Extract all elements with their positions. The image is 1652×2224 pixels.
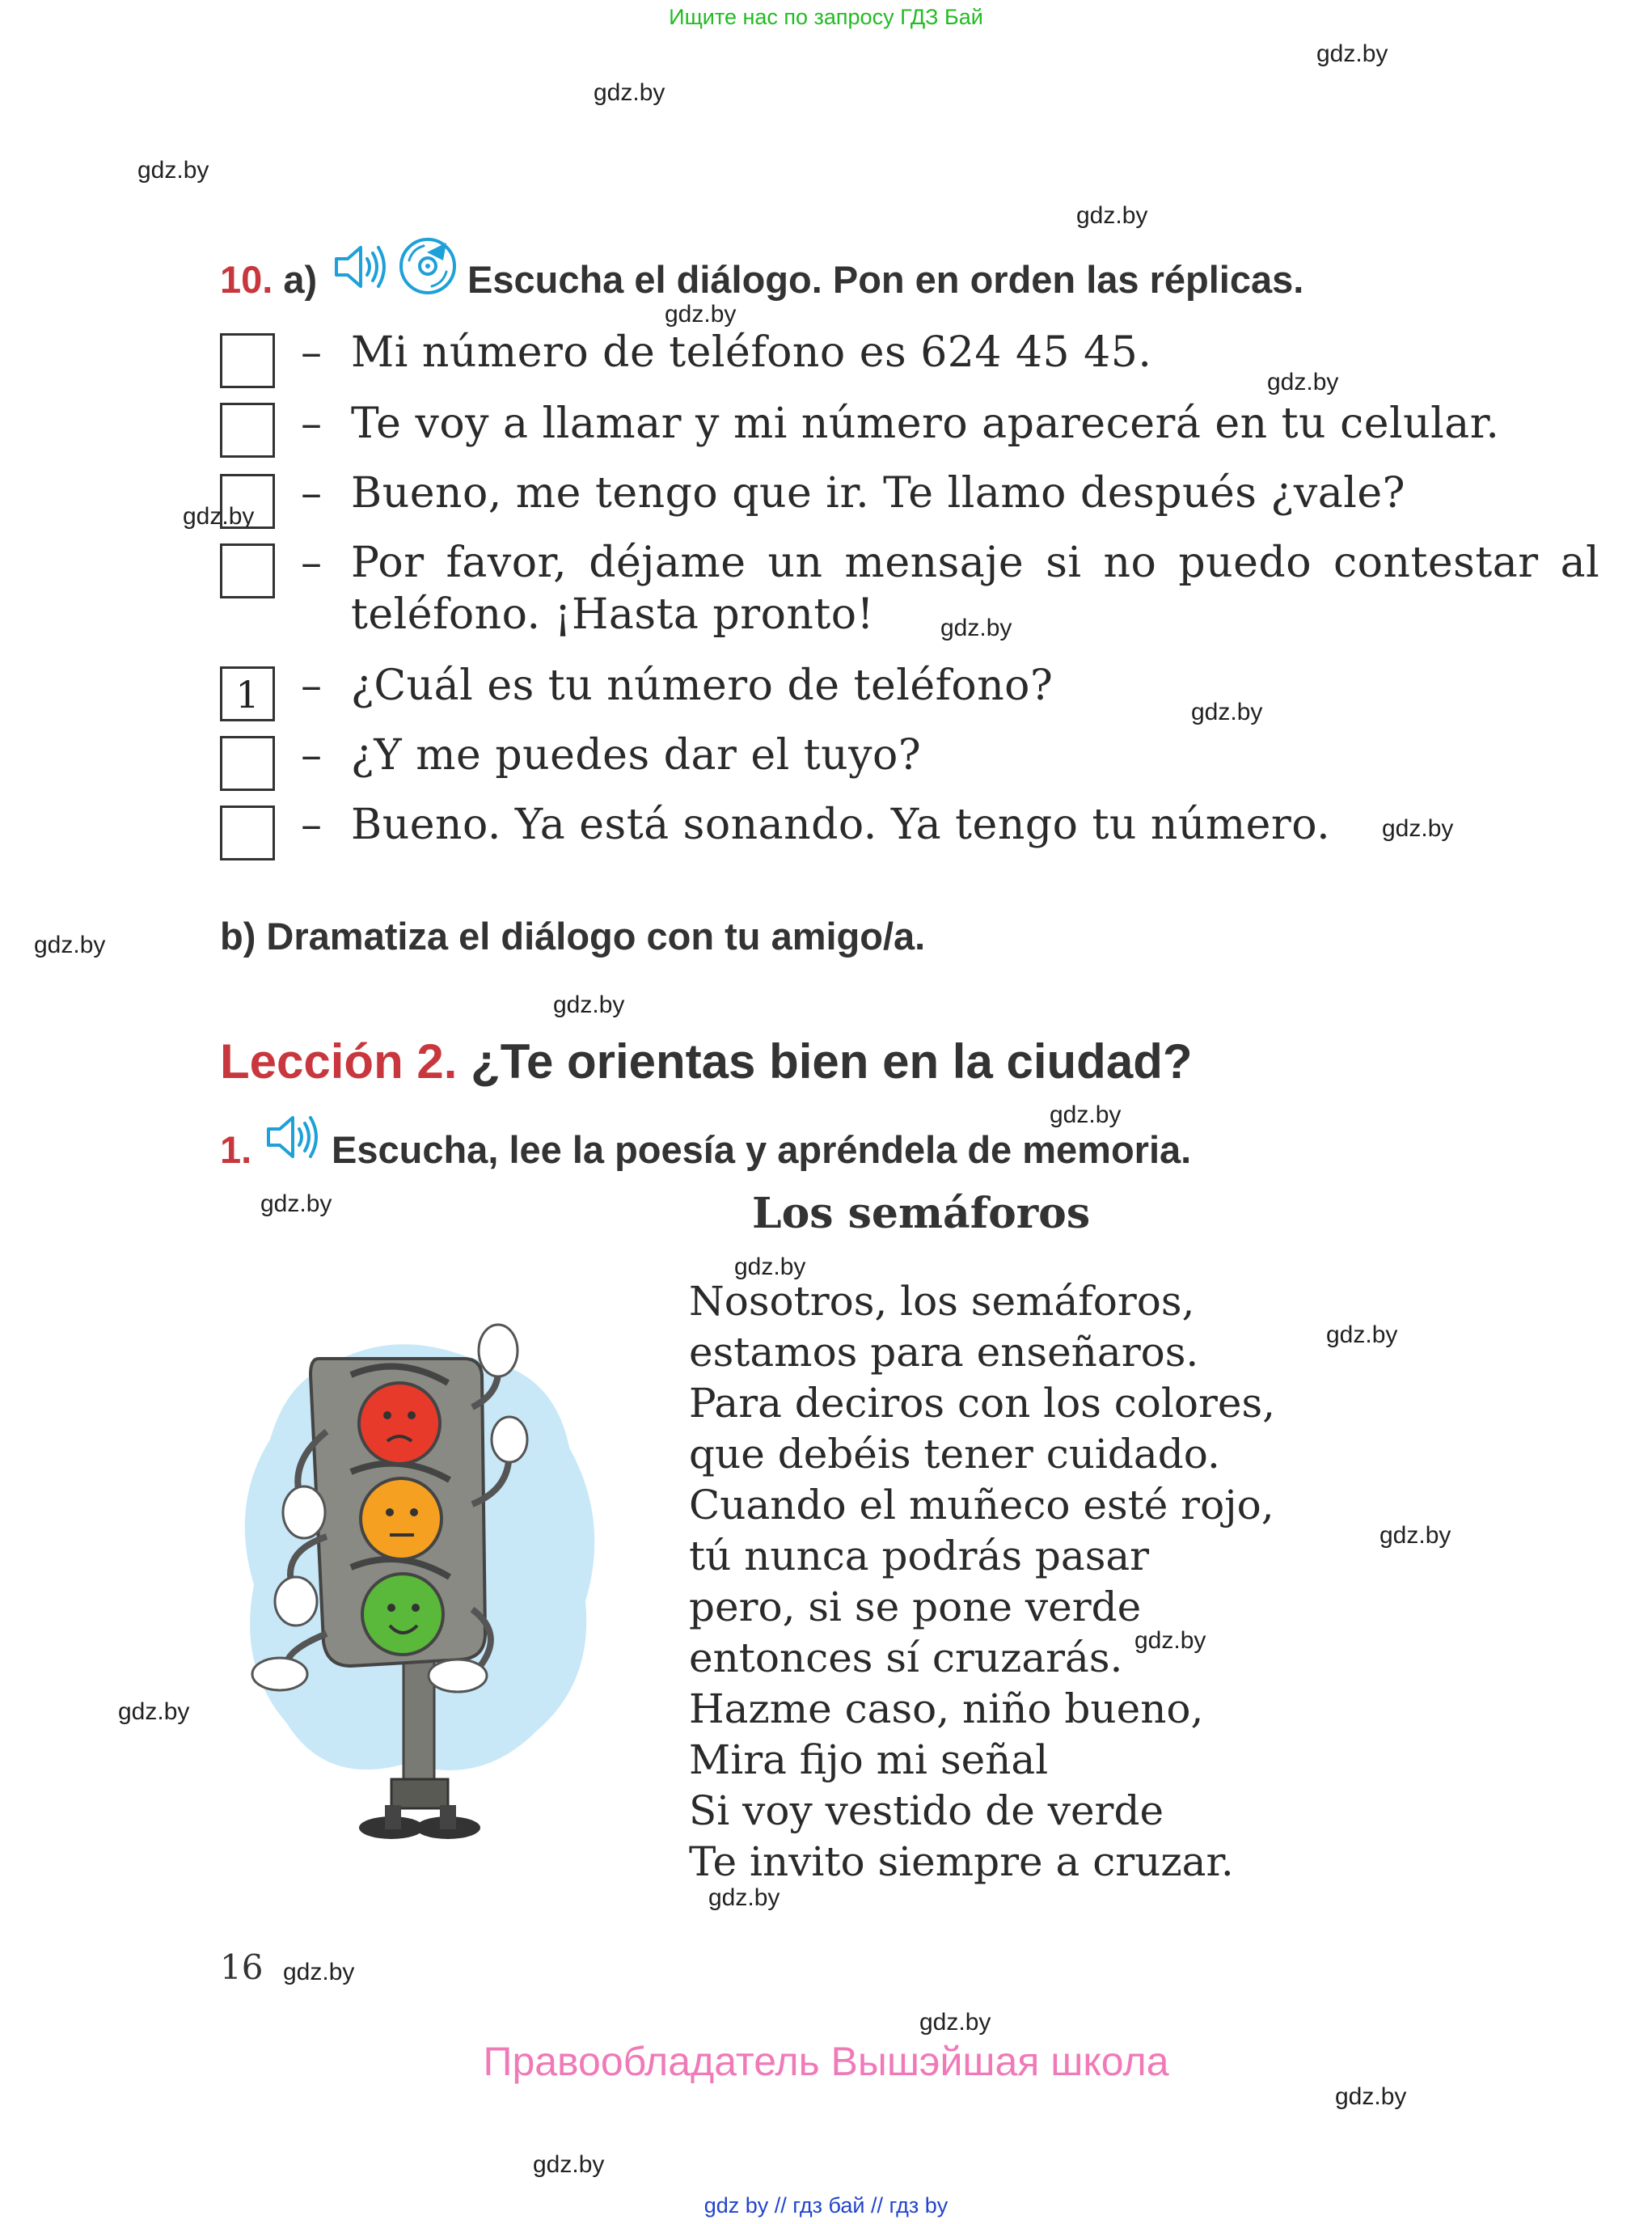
dialogue-line: Bueno, me tengo que ir. Te llamo después ¿vale? xyxy=(351,469,1406,518)
footer-links[interactable]: gdz by // гдз бай // гдз by xyxy=(703,2193,949,2218)
poem-line: Hazme caso, niño bueno, xyxy=(689,1685,1204,1732)
exercise-number: 1. xyxy=(220,1128,252,1171)
poem-line: pero, si se pone verde xyxy=(689,1583,1142,1630)
watermark: gdz.by xyxy=(533,2151,605,2178)
poem-line: Cuando el muñeco esté rojo, xyxy=(689,1482,1274,1528)
lesson-heading xyxy=(220,1034,1193,1089)
dialogue-line: Mi número de teléfono es 624 45 45. xyxy=(351,328,1152,377)
answer-box[interactable] xyxy=(220,474,275,529)
exercise-10-title: Escucha el diálogo. Pon en orden las réplicas. xyxy=(467,258,1304,301)
answer-box[interactable] xyxy=(220,543,275,598)
watermark: gdz.by xyxy=(283,1959,355,1985)
watermark: gdz.by xyxy=(665,301,737,328)
page-number: 16 xyxy=(220,1947,264,1987)
answer-box[interactable]: 1 xyxy=(220,666,275,721)
dialogue-line: ¿Cuál es tu número de teléfono? xyxy=(351,662,1054,710)
exercise-part-a: a) xyxy=(283,258,318,301)
poem-line: tú nunca podrás pasar xyxy=(689,1533,1150,1579)
exercise-number: 10. xyxy=(220,258,273,301)
dialogue-line: Te voy a llamar y mi número aparecerá en tu celular. xyxy=(351,400,1500,448)
poem-line: Si voy vestido de verde xyxy=(689,1787,1164,1834)
dash: – xyxy=(301,328,322,377)
watermark: gdz.by xyxy=(118,1698,190,1725)
poem-line: Para deciros con los colores, xyxy=(689,1380,1276,1427)
lesson-title: ¿Te orientas bien en la ciudad? xyxy=(471,1034,1193,1089)
dialogue-line: ¿Y me puedes dar el tuyo? xyxy=(351,731,922,780)
watermark: gdz.by xyxy=(183,503,255,530)
copyright-notice: Правообладатель Вышэйшая школа xyxy=(483,2039,1169,2084)
dash: – xyxy=(301,400,322,448)
poem-line: Mira fijo mi señal xyxy=(689,1736,1049,1783)
answer-box[interactable] xyxy=(220,736,275,791)
watermark: gdz.by xyxy=(940,615,1012,641)
top-banner: Ищите нас по запросу ГДЗ Бай xyxy=(669,5,983,29)
watermark: gdz.by xyxy=(1382,815,1454,842)
dash: – xyxy=(301,801,322,849)
watermark: gdz.by xyxy=(1335,2083,1407,2110)
watermark: gdz.by xyxy=(137,157,209,184)
watermark: gdz.by xyxy=(1316,40,1388,67)
poem-line: Nosotros, los semáforos, xyxy=(689,1278,1195,1325)
watermark: gdz.by xyxy=(1191,699,1263,725)
watermark: gdz.by xyxy=(1326,1321,1398,1348)
exercise-10-number xyxy=(220,257,317,302)
answer-box[interactable] xyxy=(220,805,275,860)
watermark: gdz.by xyxy=(708,1884,780,1911)
speaker-icon[interactable] xyxy=(264,1111,322,1163)
speaker-icon[interactable] xyxy=(332,241,390,293)
dash: – xyxy=(301,662,322,710)
watermark: gdz.by xyxy=(553,991,625,1018)
watermark: gdz.by xyxy=(734,1254,806,1280)
poem-line: entonces sí cruzarás. xyxy=(689,1634,1123,1681)
lesson-label: Lección 2. xyxy=(220,1034,458,1089)
dash: – xyxy=(301,731,322,780)
watermark: gdz.by xyxy=(919,2009,991,2036)
watermark: gdz.by xyxy=(34,932,106,958)
exercise-10-part-b: b) Dramatiza el diálogo con tu amigo/a. xyxy=(220,915,926,958)
poem-title: Los semáforos xyxy=(752,1189,1091,1238)
exercise-1-number xyxy=(220,1127,251,1172)
poem-line: Te invito siempre a cruzar. xyxy=(689,1838,1234,1885)
watermark: gdz.by xyxy=(260,1190,332,1217)
dash: – xyxy=(301,469,322,518)
answer-box[interactable] xyxy=(220,333,275,388)
watermark: gdz.by xyxy=(1134,1627,1206,1654)
poem-line: que debéis tener cuidado. xyxy=(689,1431,1220,1478)
audio-disc-icon[interactable] xyxy=(398,236,458,296)
poem-line: estamos para enseñaros. xyxy=(689,1329,1199,1376)
exercise-1-title: Escucha, lee la poesía y apréndela de memoria. xyxy=(332,1128,1192,1171)
watermark: gdz.by xyxy=(1379,1522,1451,1549)
watermark: gdz.by xyxy=(1267,369,1339,395)
dash: – xyxy=(301,539,322,587)
traffic-light-illustration xyxy=(230,1310,610,1860)
watermark: gdz.by xyxy=(1050,1101,1122,1128)
dialogue-line: Por favor, déjame un mensaje si no puedo contestar al xyxy=(351,539,1600,587)
answer-box[interactable] xyxy=(220,403,275,458)
dialogue-line: Bueno. Ya está sonando. Ya tengo tu número. xyxy=(351,801,1331,849)
dialogue-line-continued: teléfono. ¡Hasta pronto! xyxy=(351,590,874,639)
watermark: gdz.by xyxy=(1076,202,1148,229)
watermark: gdz.by xyxy=(594,79,665,106)
